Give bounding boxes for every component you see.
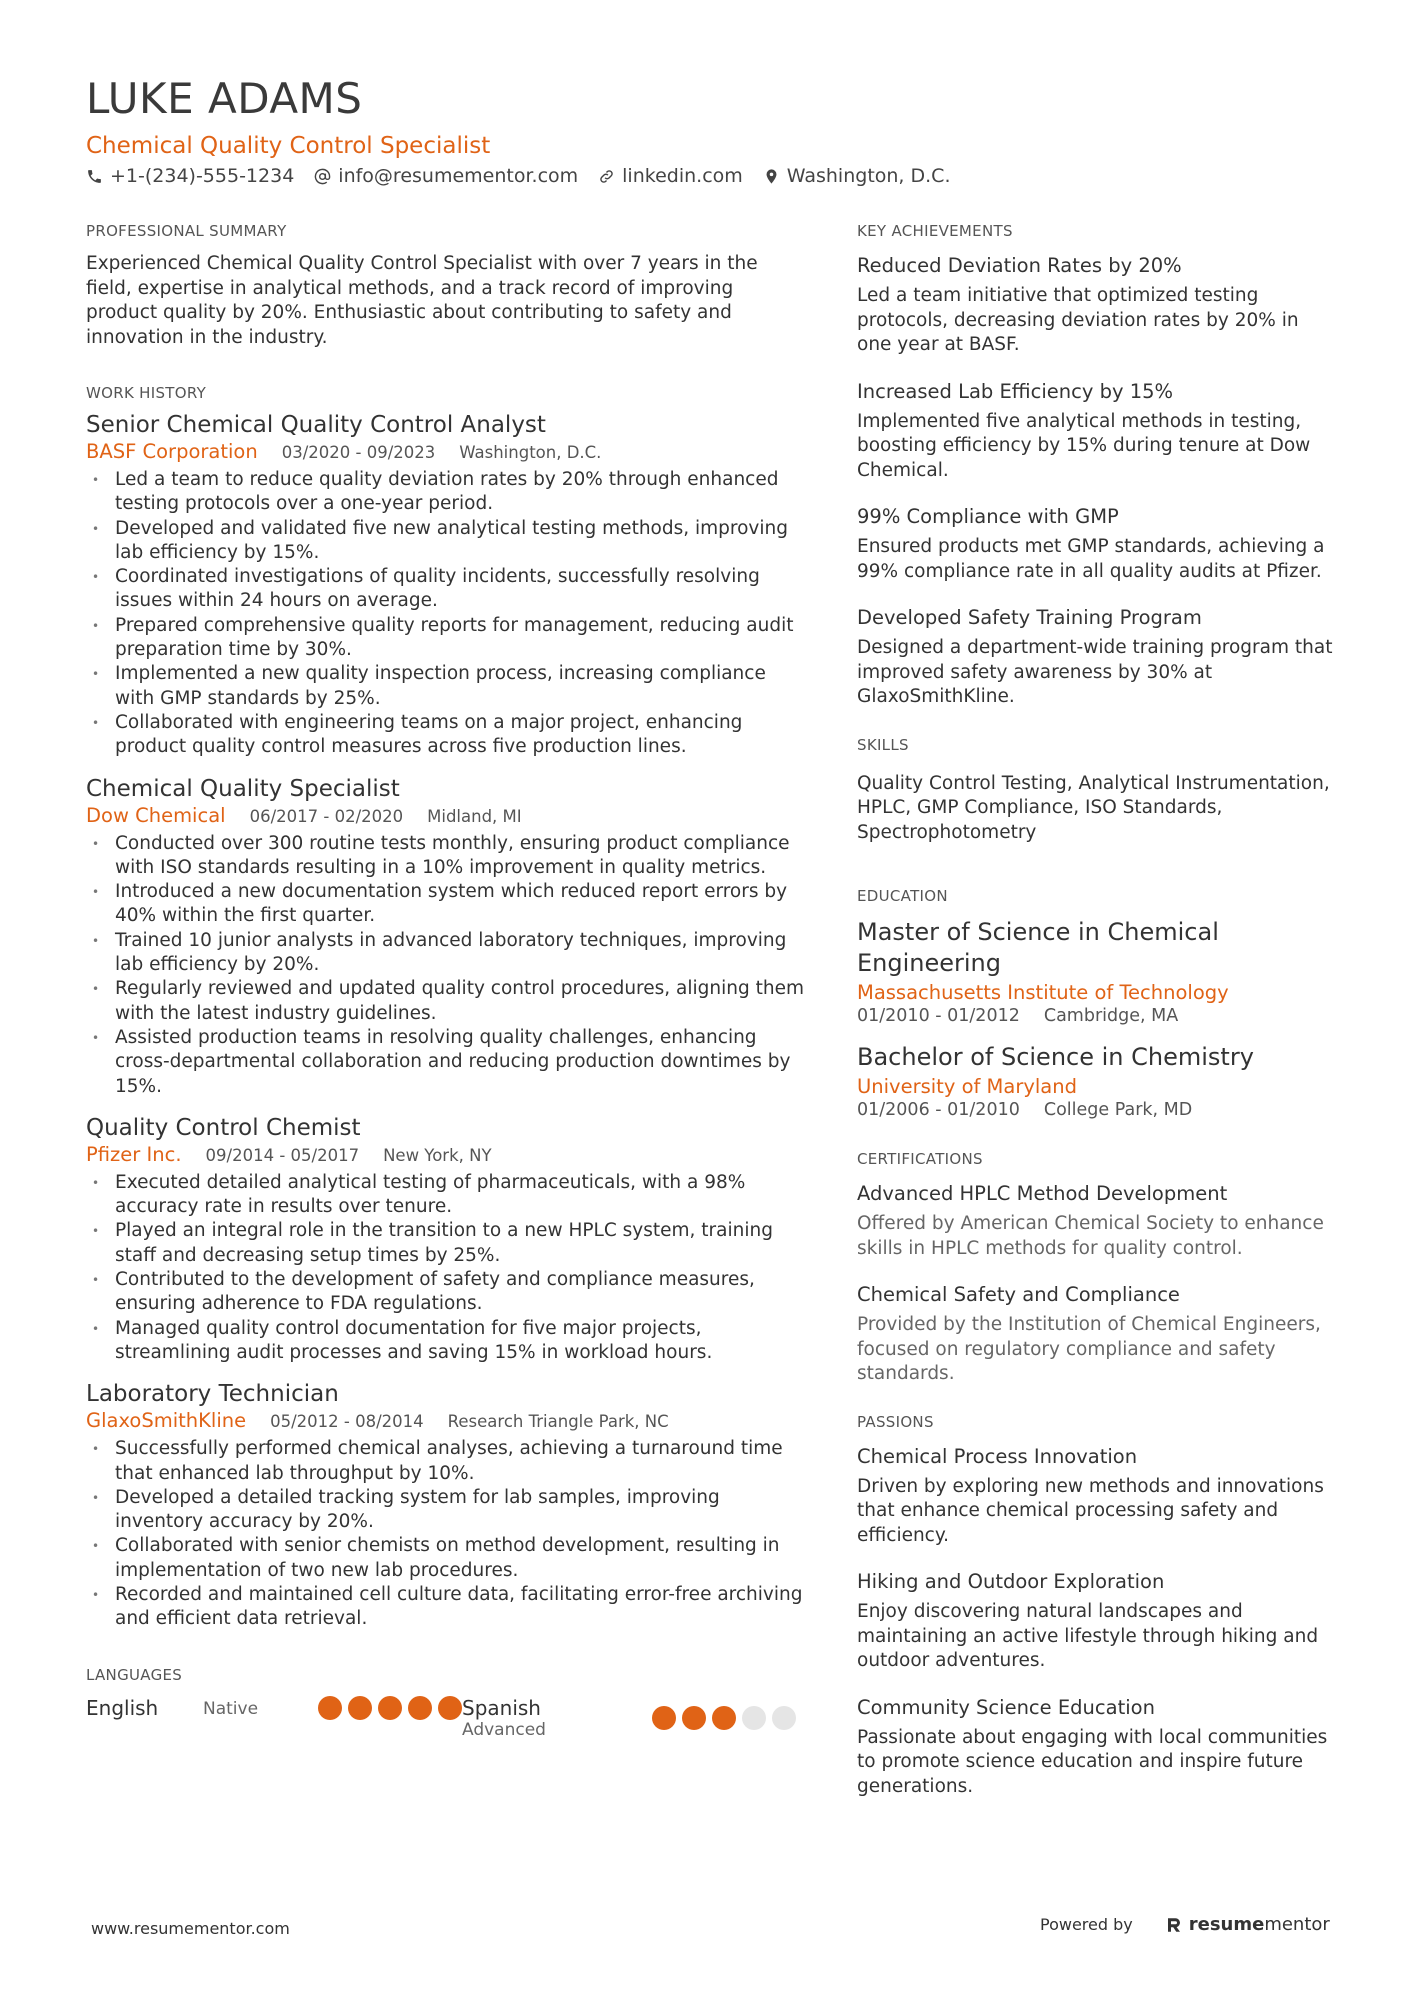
rating-dot-filled xyxy=(712,1706,736,1730)
job-title: Laboratory Technician xyxy=(86,1381,339,1408)
job-bullet: • Executed detailed analytical testing of pharmaceuticals, with a 98% accuracy rate in results over tenure. xyxy=(86,1171,806,1220)
job-meta xyxy=(86,440,806,463)
job-meta xyxy=(86,1409,806,1432)
passion-title: Community Science Education xyxy=(857,1695,1155,1719)
contact-phone xyxy=(86,165,294,187)
achievement-item xyxy=(857,503,1337,584)
certification-item xyxy=(857,1180,1337,1261)
contact-email[interactable] xyxy=(314,165,578,187)
job-company: Dow Chemical xyxy=(86,803,226,827)
language-level: Advanced xyxy=(462,1719,546,1740)
education-dates: 01/2006 - 01/2010 xyxy=(857,1100,1020,1120)
languages-heading: LANGUAGES xyxy=(86,1665,183,1684)
job-entry xyxy=(86,410,806,760)
achievement-title: Increased Lab Efficiency by 15% xyxy=(857,379,1174,403)
job-title: Chemical Quality Specialist xyxy=(86,775,400,802)
education-dates: 01/2010 - 01/2012 xyxy=(857,1006,1020,1026)
achievement-desc: Led a team initiative that optimized testing protocols, decreasing deviation rates by 20% in one year at BASF. xyxy=(857,285,1299,355)
rating-dot-filled xyxy=(318,1696,342,1720)
achievement-item xyxy=(857,252,1337,358)
job-bullet: • Contributed to the development of safety and compliance measures, ensuring adherence to FDA regulations. xyxy=(86,1268,806,1317)
job-bullet: • Regularly reviewed and updated quality control procedures, aligning them with the latest industry guidelines. xyxy=(86,977,806,1026)
achievements-heading: KEY ACHIEVEMENTS xyxy=(857,222,1013,240)
achievement-title: Developed Safety Training Program xyxy=(857,606,1202,629)
work-history-section xyxy=(86,384,806,1632)
work-history-heading: WORK HISTORY xyxy=(86,384,207,402)
job-location: New York, NY xyxy=(383,1145,492,1165)
job-dates: 03/2020 - 09/2023 xyxy=(281,443,436,462)
brand-logo[interactable] xyxy=(1165,1914,1330,1935)
language-text xyxy=(462,1696,646,1740)
certification-title: Advanced HPLC Method Development xyxy=(857,1182,1228,1205)
achievement-item xyxy=(857,378,1337,484)
at-icon xyxy=(314,168,331,185)
education-degree: Bachelor of Science in Chemistry xyxy=(857,1043,1254,1071)
passion-desc: Enjoy discovering natural landscapes and maintaining an active lifestyle through hiking and outdoor adventures. xyxy=(857,1601,1319,1671)
job-bullet: • Implemented a new quality inspection process, increasing compliance with GMP standards by 25%. xyxy=(86,662,806,711)
candidate-name: LUKE ADAMS xyxy=(86,74,363,123)
job-bullet: • Coordinated investigations of quality incidents, successfully resolving issues within 24 hours on average. xyxy=(86,565,806,614)
link-icon xyxy=(598,168,615,185)
job-company: BASF Corporation xyxy=(86,440,258,463)
passion-item xyxy=(857,1443,1337,1549)
email-text[interactable]: info@resumementor.com xyxy=(338,165,579,187)
achievement-item xyxy=(857,604,1337,710)
passion-desc: Passionate about engaging with local communities to promote science education and inspire future generations. xyxy=(857,1726,1328,1797)
brand-bold: resume xyxy=(1188,1914,1265,1935)
language-rating xyxy=(646,1706,796,1730)
certification-desc: Provided by the Institution of Chemical Engineers, focused on regulatory compliance and safety standards. xyxy=(857,1314,1321,1384)
education-location: College Park, MD xyxy=(1043,1100,1193,1120)
job-entry xyxy=(86,1379,806,1631)
linkedin-text[interactable]: linkedin.com xyxy=(622,165,743,187)
right-column xyxy=(857,222,1337,1819)
education-meta xyxy=(857,1100,1337,1120)
achievement-desc: Designed a department-wide training program that improved safety awareness by 30% at GlaxoSmithKline. xyxy=(857,637,1333,707)
language-level: Native xyxy=(203,1698,259,1719)
skills-heading: SKILLS xyxy=(857,735,909,754)
contact-bar xyxy=(86,165,971,187)
education-school: Massachusetts Institute of Technology xyxy=(857,981,1229,1004)
job-bullet: • Collaborated with senior chemists on method development, resulting in implementation of two new lab procedures. xyxy=(86,1534,806,1583)
certification-desc: Offered by American Chemical Society to enhance skills in HPLC methods for quality control. xyxy=(857,1213,1324,1259)
job-bullet: • Developed and validated five new analytical testing methods, improving lab efficiency by 15%. xyxy=(86,517,806,566)
rating-dot-filled xyxy=(682,1706,706,1730)
passion-item xyxy=(857,1568,1337,1674)
job-meta xyxy=(86,804,806,827)
achievement-desc: Ensured products met GMP standards, achieving a 99% compliance rate in all quality audits at Pfizer. xyxy=(857,536,1325,582)
education-school: University of Maryland xyxy=(857,1075,1077,1098)
job-entry xyxy=(86,774,806,1099)
footer-website[interactable]: www.resumementor.com xyxy=(91,1919,290,1938)
job-location: Research Triangle Park, NC xyxy=(447,1412,669,1432)
location-text: Washington, D.C. xyxy=(786,165,951,187)
candidate-title: Chemical Quality Control Specialist xyxy=(86,133,491,159)
summary-section xyxy=(86,222,806,350)
job-location: Washington, D.C. xyxy=(459,443,602,462)
rating-dot-filled xyxy=(652,1706,676,1730)
job-entry xyxy=(86,1113,806,1365)
location-pin-icon xyxy=(763,168,780,185)
skills-section xyxy=(857,736,1337,846)
certifications-heading: CERTIFICATIONS xyxy=(857,1150,983,1168)
rating-dot-filled xyxy=(378,1696,402,1720)
job-bullet: • Recorded and maintained cell culture data, facilitating error-free archiving and efficient data retrieval. xyxy=(86,1583,806,1632)
job-bullet: • Successfully performed chemical analyses, achieving a turnaround time that enhanced lab throughput by 10%. xyxy=(86,1437,806,1486)
job-bullet: • Collaborated with engineering teams on a major project, enhancing product quality control measures across five production lines. xyxy=(86,711,806,760)
education-heading: EDUCATION xyxy=(857,887,948,905)
passion-item xyxy=(857,1694,1337,1800)
job-bullet: • Trained 10 junior analysts in advanced laboratory techniques, improving lab efficiency by 20%. xyxy=(86,929,806,978)
brand-rest: mentor xyxy=(1264,1914,1330,1935)
summary-heading: PROFESSIONAL SUMMARY xyxy=(86,222,287,240)
language-item xyxy=(86,1696,462,1720)
job-company: GlaxoSmithKline xyxy=(86,1409,247,1433)
job-bullets xyxy=(86,468,806,760)
passions-section xyxy=(857,1413,1337,1800)
passion-title: Hiking and Outdoor Exploration xyxy=(857,1570,1165,1593)
job-bullets xyxy=(86,1171,806,1365)
rating-dot-filled xyxy=(348,1696,372,1720)
job-title: Senior Chemical Quality Control Analyst xyxy=(86,412,546,438)
job-dates: 06/2017 - 02/2020 xyxy=(249,806,404,826)
education-section xyxy=(857,887,1337,1120)
rating-dot-empty xyxy=(742,1706,766,1730)
job-bullets xyxy=(86,1437,806,1631)
job-meta xyxy=(86,1143,806,1166)
language-name: Spanish xyxy=(462,1695,541,1720)
contact-location xyxy=(763,165,951,187)
job-location: Midland, MI xyxy=(427,806,522,826)
language-rating xyxy=(312,1696,462,1720)
job-bullet: • Introduced a new documentation system which reduced report errors by 40% within the first quarter. xyxy=(86,880,806,929)
education-degree: Master of Science in Chemical Engineering xyxy=(857,918,1219,977)
language-name: English xyxy=(86,1695,159,1720)
job-bullets xyxy=(86,832,806,1099)
job-company: Pfizer Inc. xyxy=(86,1142,182,1166)
language-item xyxy=(462,1696,796,1740)
phone-icon xyxy=(86,168,103,185)
achievement-desc: Implemented five analytical methods in testing, boosting efficiency by 15% during tenure at Dow Chemical. xyxy=(857,410,1311,481)
education-item xyxy=(857,917,1337,1026)
languages-section xyxy=(86,1666,806,1740)
job-title: Quality Control Chemist xyxy=(86,1114,361,1141)
certifications-section xyxy=(857,1150,1337,1387)
passions-heading: PASSIONS xyxy=(857,1412,934,1431)
resumementor-logo-icon xyxy=(1165,1916,1183,1934)
left-column xyxy=(86,222,806,1740)
job-bullet: • Managed quality control documentation for five major projects, streamlining audit processes and saving 15% in workload hours. xyxy=(86,1317,806,1366)
education-item xyxy=(857,1042,1337,1120)
job-bullet: • Developed a detailed tracking system for lab samples, improving inventory accuracy by 20%. xyxy=(86,1486,806,1535)
job-bullet: • Assisted production teams in resolving quality challenges, enhancing cross-departmental collaboration and reducing production downtimes by 15%. xyxy=(86,1026,806,1099)
job-bullet: • Conducted over 300 routine tests monthly, ensuring product compliance with ISO standards resulting in a 10% improvement in quality metrics. xyxy=(86,832,806,881)
certification-title: Chemical Safety and Compliance xyxy=(857,1283,1180,1306)
rating-dot-filled xyxy=(438,1696,462,1720)
achievement-title: Reduced Deviation Rates by 20% xyxy=(857,254,1182,277)
skills-text: Quality Control Testing, Analytical Instrumentation, HPLC, GMP Compliance, ISO Standards, Spectrophotometry xyxy=(857,772,1330,843)
passion-title: Chemical Process Innovation xyxy=(857,1444,1138,1468)
job-dates: 05/2012 - 08/2014 xyxy=(270,1412,424,1432)
achievements-section xyxy=(857,222,1337,710)
certification-item xyxy=(857,1281,1337,1387)
education-meta xyxy=(857,1006,1337,1026)
education-location: Cambridge, MA xyxy=(1043,1006,1179,1026)
job-dates: 09/2014 - 05/2017 xyxy=(205,1145,360,1165)
rating-dot-filled xyxy=(408,1696,432,1720)
job-bullet: • Led a team to reduce quality deviation rates by 20% through enhanced testing protocols over a one-year period. xyxy=(86,468,806,517)
contact-linkedin[interactable] xyxy=(598,165,743,187)
powered-by-label: Powered by xyxy=(1040,1915,1133,1934)
achievement-title: 99% Compliance with GMP xyxy=(857,505,1119,528)
passion-desc: Driven by exploring new methods and innovations that enhance chemical processing safety and efficiency. xyxy=(857,1475,1324,1546)
phone-text: +1-(234)-555-1234 xyxy=(110,165,295,187)
job-bullet: • Prepared comprehensive quality reports for management, reducing audit preparation time by 30%. xyxy=(86,614,806,663)
footer-powered xyxy=(1040,1914,1330,1935)
languages-row xyxy=(86,1696,806,1740)
summary-text: Experienced Chemical Quality Control Specialist with over 7 years in the field, expertise in analytical methods, and a track record of improving product quality by 20%. Enthusiastic about contributing to safety and innovation in the industry. xyxy=(86,253,758,348)
rating-dot-empty xyxy=(772,1706,796,1730)
job-bullet: • Played an integral role in the transition to a new HPLC system, training staff and decreasing setup times by 25%. xyxy=(86,1219,806,1268)
